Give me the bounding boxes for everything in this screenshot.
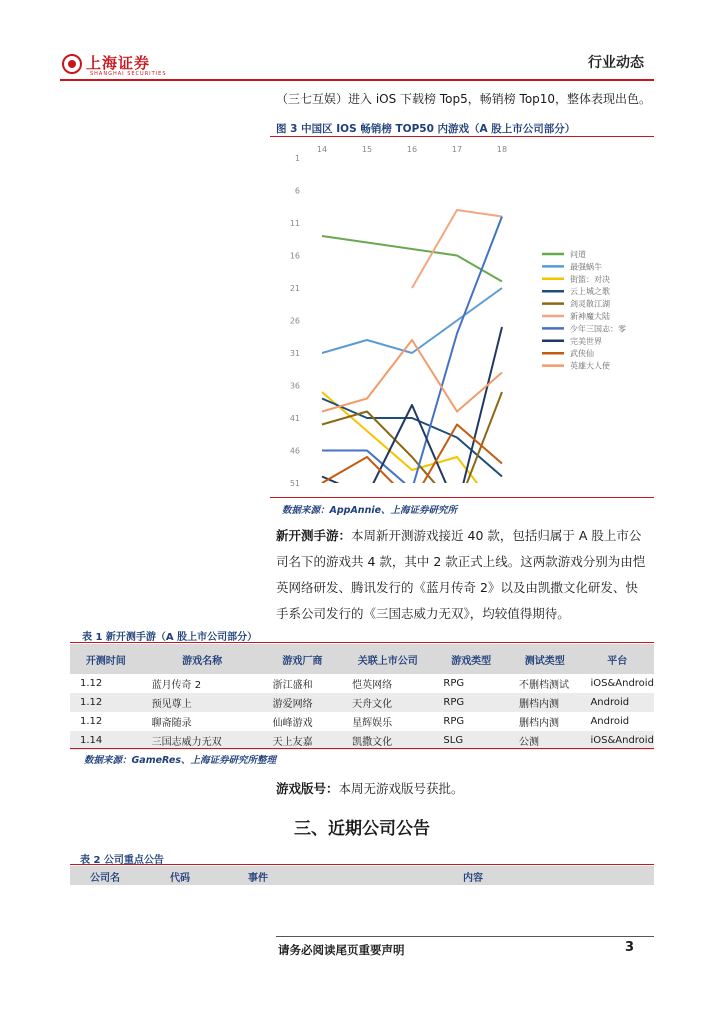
figure-bottom-rule [270,497,654,498]
new-games-line-2: 司名下的游戏共 4 款，其中 2 款正式上线。这两款游戏分别为由恺 [276,554,646,569]
section-title: 三、近期公司公告 [294,819,430,839]
table-cell: Android [580,693,654,712]
legend-label: 英雄大人使 [570,361,610,371]
license-label: 游戏版号： [276,781,339,796]
legend-label: 少年三国志：零 [570,324,626,334]
new-games-label: 新开测手游： [276,528,352,543]
table1-source: 数据来源：GameRes、上海证券研究所整理 [84,755,276,766]
y-tick-label: 11 [289,219,300,228]
header-section-label: 行业动态 [588,55,644,71]
table-cell: 公测 [509,731,581,750]
figure-top-rule [270,136,654,137]
x-tick-label: 15 [361,145,373,154]
y-tick-label: 26 [289,316,300,326]
intro-line: （三七互娱）进入 iOS 下载榜 Top5，畅销榜 Top10，整体表现出色。 [276,92,652,106]
line-chart [270,138,654,494]
table-cell: 不删档测试 [518,680,569,691]
logo-english-text: SHANGHAI SECURITIES [90,71,167,77]
table2-header-cell: 公司名 [90,873,120,884]
table-cell: 1.12 [80,716,103,727]
table-cell: 1.12 [80,678,103,689]
table-cell: 星辉娱乐 [352,718,393,729]
table1-top-rule [70,642,654,643]
x-tick-label: 14 [316,145,328,154]
table-cell: 删档内测 [518,718,559,729]
table-cell: RPG [443,678,465,689]
series-line [322,288,502,353]
table-row [70,674,654,693]
table-row [70,712,654,731]
legend-label: 云上城之歌 [570,287,610,297]
table-cell: 聊斋随录 [151,718,192,729]
series-line [322,340,502,412]
legend-label: 剑灵散江湖 [570,299,610,309]
table1-header-cell: 开测时间 [70,644,142,674]
y-tick-label: 41 [289,414,300,423]
table-cell: SLG [433,731,509,750]
table1-header-cell: 测试类型 [509,644,581,674]
series-line [322,236,502,282]
table-cell: 仙峰游戏 [272,718,313,729]
legend-label: 街篮：对决 [570,274,610,284]
table-row [70,693,654,712]
y-tick-label: 1 [294,154,300,163]
table-cell: 天舟文化 [342,693,433,712]
table-cell: iOS&Android [590,678,654,689]
license-paragraph [276,776,464,802]
footer-divider [276,936,654,937]
table2-title: 表 2 公司重点公告 [80,855,164,866]
table1-bottom-rule [70,748,654,749]
table1-header-row [70,644,654,674]
table-cell: Android [590,716,630,727]
table2-top-rule [70,864,654,865]
logo-mark-icon [62,54,82,74]
y-tick-label: 36 [289,381,300,391]
table-cell: 三国志威力无双 [142,731,263,750]
footer-disclaimer: 请务必阅读尾页重要声明 [278,943,405,957]
y-tick-label: 51 [289,479,300,488]
y-tick-label: 46 [289,446,300,456]
table2-header-cell: 代码 [170,873,190,884]
y-tick-label: 31 [289,349,300,358]
table-cell: RPG [433,693,509,712]
legend-label: 新神魔大陆 [570,312,610,321]
table-cell: 游爱网络 [263,693,342,712]
table1-header-cell: 平台 [580,644,654,674]
x-tick-label: 18 [496,145,508,154]
table1-header-cell: 游戏名称 [142,644,263,674]
table-cell: 1.12 [70,693,142,712]
y-tick-label: 16 [289,251,300,261]
table2-header-row [70,866,654,885]
new-games-line-4: 手系公司发行的《三国志威力无双》，均较值得期待。 [276,606,570,621]
new-games-line-1: 本周新开测游戏接近 40 款，包括归属于 A 股上市公 [351,528,642,543]
legend-label: 完美世界 [570,336,602,346]
table-cell: 预见尊上 [142,693,263,712]
table1-title: 表 1 新开测手游（A 股上市公司部分） [82,632,258,643]
table2-header-cell: 内容 [463,873,483,884]
new-games-paragraph [276,523,656,627]
table1-header-cell: 游戏类型 [433,644,509,674]
table1-header-cell: 游戏厂商 [263,644,342,674]
figure-source: 数据来源：AppAnnie、上海证券研究所 [282,505,458,516]
table-cell: 删档内测 [509,693,581,712]
header-divider [60,79,654,81]
new-games-line-3: 英网络研发、腾讯发行的《蓝月传奇 2》以及由凯撒文化研发、快 [276,580,638,595]
y-tick-label: 6 [294,186,300,196]
figure-title: 图 3 中国区 IOS 畅销榜 TOP50 内游戏（A 股上市公司部分） [276,123,576,135]
table-cell: iOS&Android [580,731,654,750]
license-text: 本周无游戏版号获批。 [338,781,464,796]
table2-header-cell: 事件 [248,873,268,884]
legend-label: 武侠仙 [570,349,594,359]
legend-label: 最强蜗牛 [570,262,602,272]
legend-label: 问道 [570,250,586,259]
page-number: 3 [625,940,635,955]
table-cell: 凯撒文化 [342,731,433,750]
table-cell: RPG [443,716,465,727]
table1-header-cell: 关联上市公司 [342,644,433,674]
x-tick-label: 17 [451,145,463,154]
table-cell: 浙江盛和 [272,680,313,691]
table1 [70,644,654,750]
table-cell: 天上友嘉 [263,731,342,750]
table-cell: 1.14 [70,731,142,750]
table-cell: 恺英网络 [352,680,393,691]
y-tick-label: 21 [289,284,300,293]
table-cell: 蓝月传奇 2 [151,680,202,691]
logo-text: 上海证券 [86,54,151,72]
x-tick-label: 16 [406,145,418,154]
